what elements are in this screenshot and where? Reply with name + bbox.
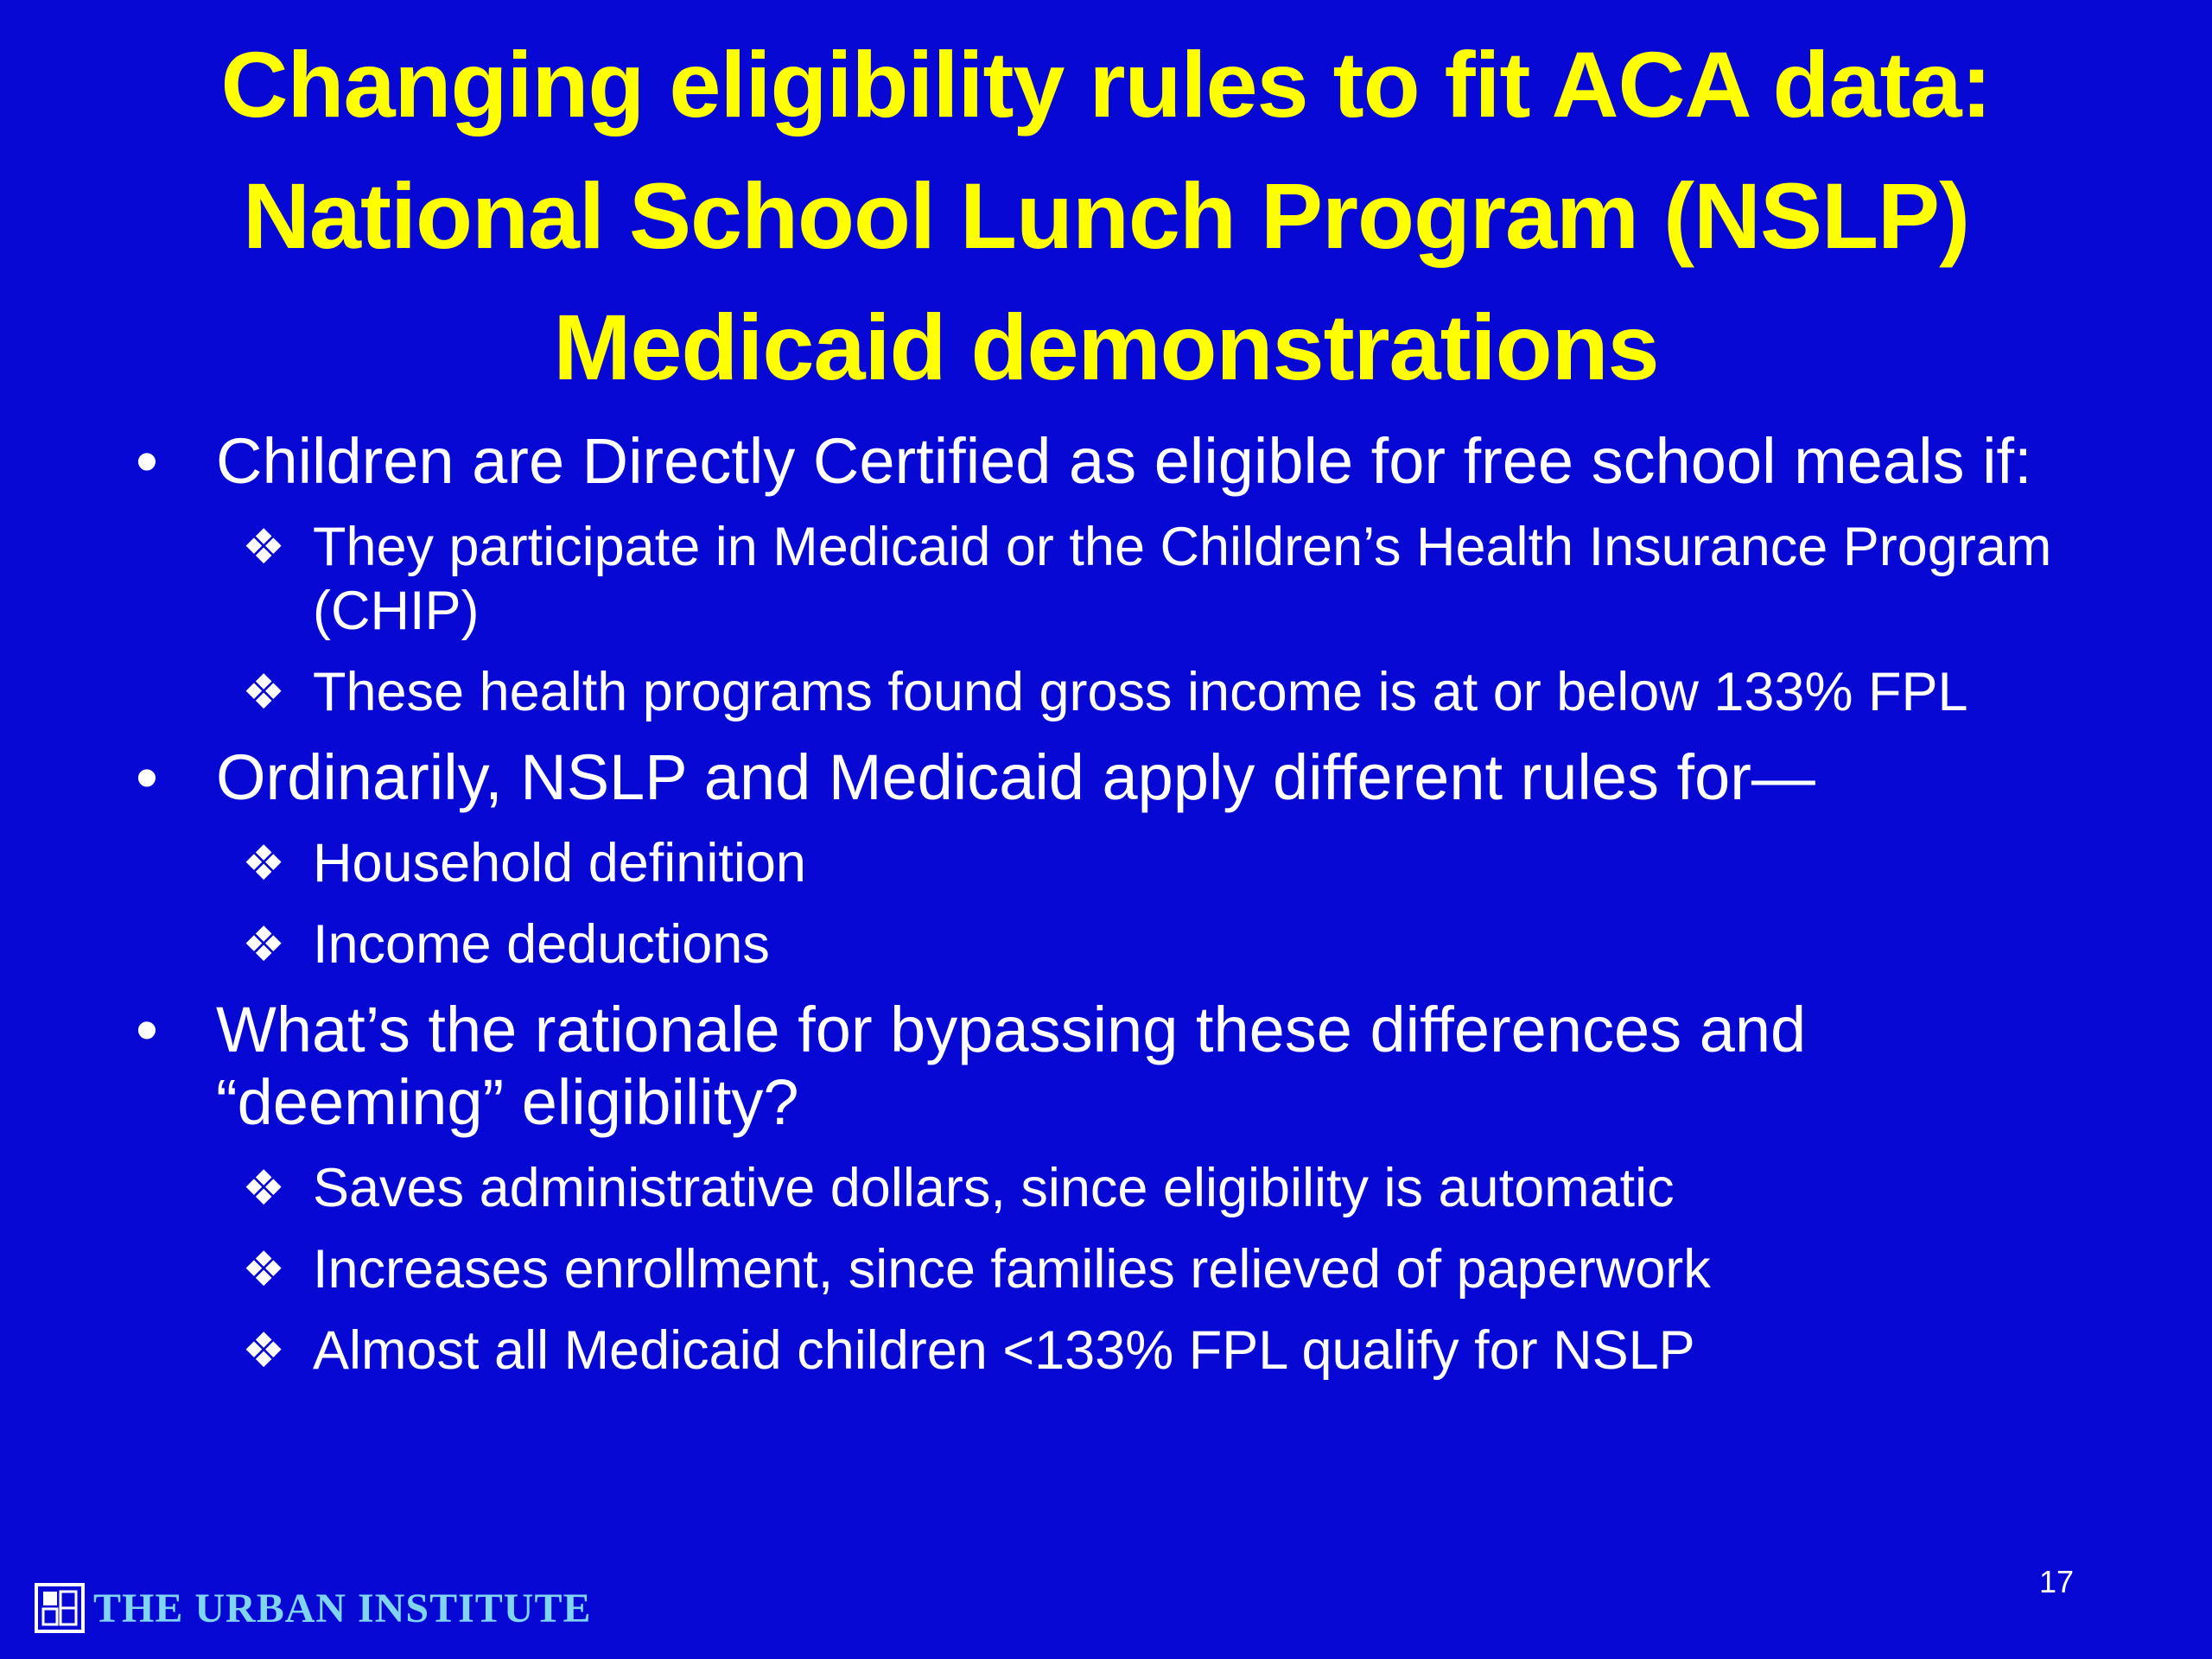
title-line-1: Changing eligibility rules to fit ACA data: (220, 32, 1992, 137)
sub-bullet-item (130, 831, 2100, 895)
sub-bullet-text: They participate in Medicaid or the Children’s Health Insurance Program (CHIP) (313, 517, 2052, 641)
sub-bullet-item (130, 515, 2100, 643)
bullet-dot-icon: • (136, 994, 158, 1065)
sub-bullet-text: Saves administrative dollars, since eligibility is automatic (313, 1158, 1675, 1218)
sub-bullet-text: Household definition (313, 833, 806, 893)
bullet-item (130, 994, 2100, 1139)
sub-bullet-text: These health programs found gross income is at or below 133% FPL (313, 662, 1968, 722)
bullet-item (130, 741, 2100, 814)
sub-bullet-item (130, 1319, 2100, 1382)
bullet-text: Ordinarily, NSLP and Medicaid apply different rules for— (216, 741, 1815, 813)
title-line-3: Medicaid demonstrations (553, 295, 1659, 399)
diamond-bullet-icon: ❖ (242, 1160, 286, 1215)
sub-bullet-item (130, 1156, 2100, 1220)
diamond-bullet-icon: ❖ (242, 519, 286, 574)
urban-institute-logo (35, 1583, 591, 1633)
sub-bullet-item (130, 912, 2100, 976)
diamond-bullet-icon: ❖ (242, 664, 286, 719)
diamond-bullet-icon: ❖ (242, 1323, 286, 1377)
bullet-item (130, 425, 2100, 498)
urban-institute-logo-icon (35, 1583, 85, 1633)
sub-bullet-item (130, 1237, 2100, 1301)
sub-bullet-text: Almost all Medicaid children <133% FPL qualify for NSLP (313, 1320, 1695, 1381)
title-line-2: National School Lunch Program (NSLP) (242, 163, 1970, 268)
bullet-text: What’s the rationale for bypassing these differences and “deeming” eligibility? (216, 994, 1807, 1138)
diamond-bullet-icon: ❖ (242, 836, 286, 890)
sub-bullet-item (130, 660, 2100, 724)
slide-title (104, 19, 2108, 413)
sub-bullet-text: Income deductions (313, 914, 770, 975)
diamond-bullet-icon: ❖ (242, 917, 286, 971)
sub-bullet-text: Increases enrollment, since families relieved of paperwork (313, 1239, 1711, 1300)
bullet-dot-icon: • (136, 425, 158, 497)
bullet-dot-icon: • (136, 741, 158, 813)
bullet-text: Children are Directly Certified as eligible for free school meals if: (216, 425, 2032, 497)
logo-text: THE URBAN INSTITUTE (93, 1585, 592, 1631)
bullet-list (130, 425, 2100, 1400)
diamond-bullet-icon: ❖ (242, 1242, 286, 1296)
page-number: 17 (2039, 1564, 2075, 1599)
